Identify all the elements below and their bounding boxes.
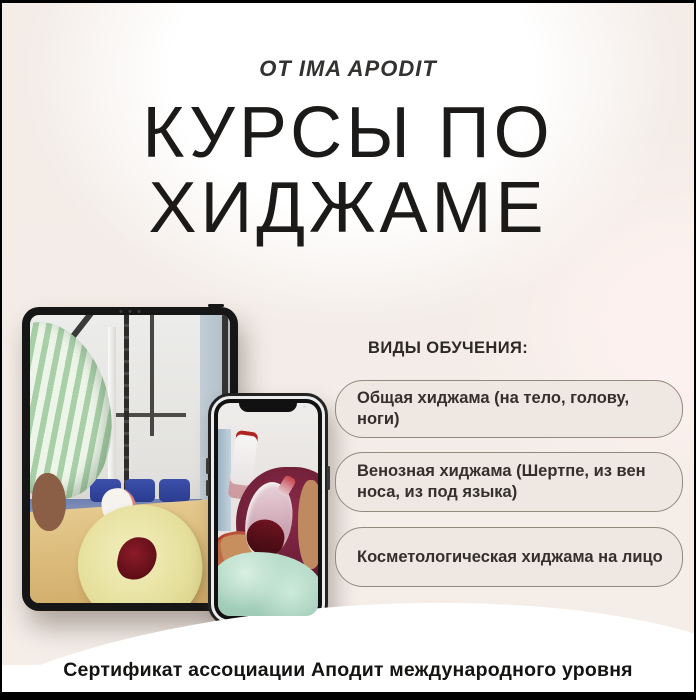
brand-line: ОТ IMA APODIT <box>259 56 437 81</box>
training-type-label: Косметологическая хиджама на лицо <box>357 547 663 566</box>
video-gym-upright-2 <box>150 315 154 436</box>
training-type-list <box>335 380 683 587</box>
phone-volume-down-button <box>206 480 209 496</box>
tablet-camera-dots <box>120 310 141 313</box>
tablet-power-button <box>208 304 224 307</box>
training-type-card <box>335 527 683 587</box>
page-title <box>2 93 694 248</box>
poster-background <box>2 3 694 692</box>
video-patient-skin <box>298 480 318 569</box>
phone-screen-video <box>218 403 318 616</box>
title-line-2: ХИДЖАМЕ <box>148 167 548 248</box>
certificate-text: Сертификат ассоциации Аподит международного уровня <box>63 659 633 681</box>
training-type-label: Венозная хиджама (Шертпе, из вен носа, из под языка) <box>357 462 646 502</box>
training-type-card <box>335 380 683 438</box>
phone-notch <box>239 403 297 412</box>
tablet-screen-video <box>30 315 230 603</box>
training-type-label: Общая хиджама (на тело, голову, ноги) <box>357 389 630 429</box>
phone-camera-dot <box>303 405 306 408</box>
training-type-card <box>335 452 683 512</box>
section-heading: ВИДЫ ОБУЧЕНИЯ: <box>368 339 529 357</box>
phone-mockup <box>208 393 328 626</box>
phone-volume-up-button <box>206 458 209 474</box>
phone-bezel <box>214 399 322 620</box>
video-gym-upright-1 <box>124 315 129 499</box>
title-line-1: КУРСЫ ПО <box>142 93 554 173</box>
video-practitioner-hand <box>32 473 66 531</box>
phone-power-button <box>327 466 330 490</box>
